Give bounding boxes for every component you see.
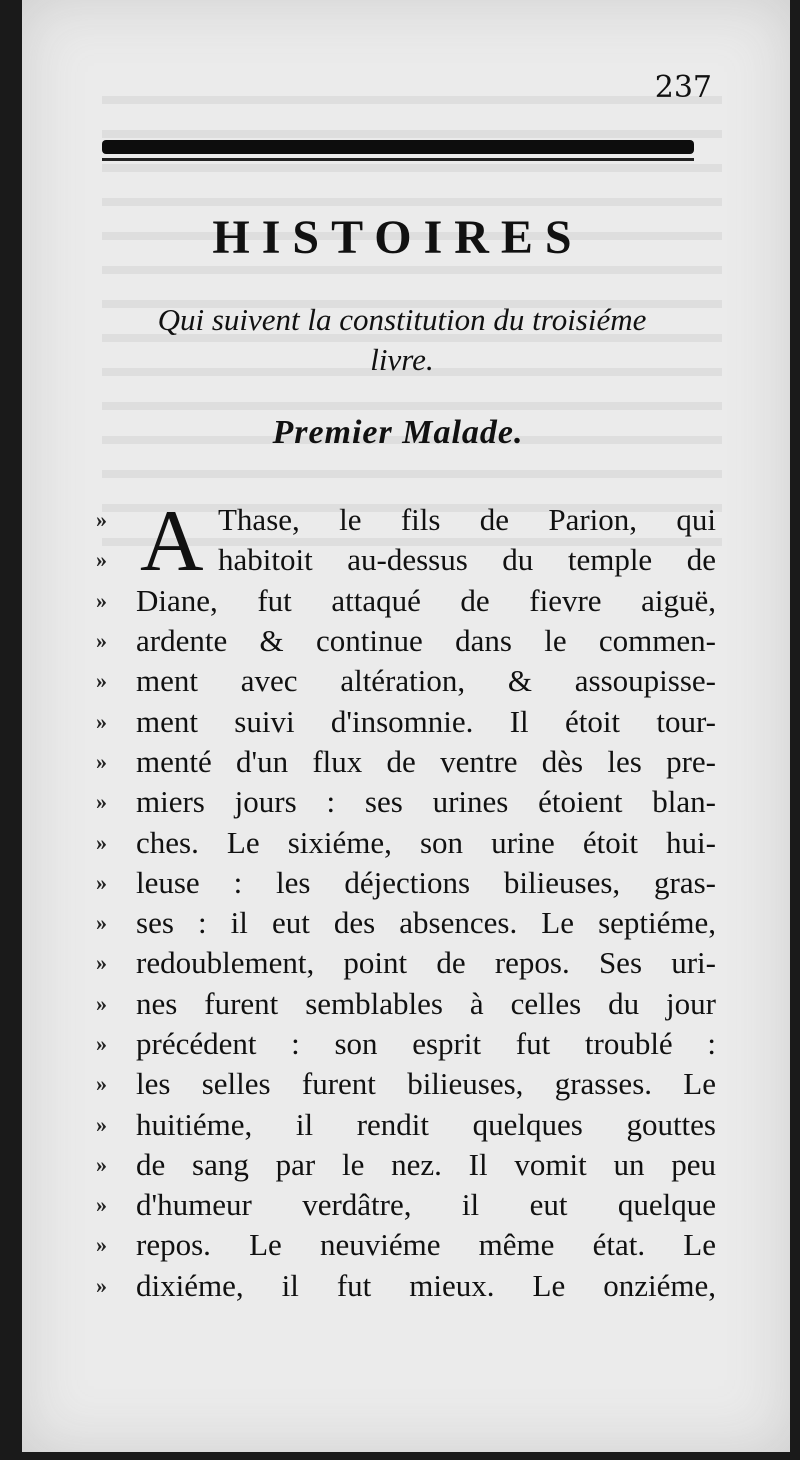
quote-mark: » [96, 507, 107, 533]
line-text: ment suivi d'insomnie. Il étoit tour- [136, 703, 716, 739]
line-text: de sang par le nez. Il vomit un peu [136, 1146, 716, 1182]
line-text: précédent : son esprit fut troublé : [136, 1026, 716, 1061]
line-text: ment avec altération, & assoupisse- [136, 663, 716, 699]
text-line [96, 903, 716, 943]
header-rule-thin [102, 158, 694, 161]
quote-mark: » [96, 668, 107, 694]
line-text: huitiéme, il rendit quelques gouttes [136, 1106, 716, 1142]
quote-mark: » [96, 1031, 107, 1056]
quote-mark: » [96, 708, 107, 734]
line-text: d'humeur verdâtre, il eut quelque [136, 1187, 716, 1223]
quote-mark: » [96, 547, 107, 573]
line-text: habitoit au-dessus du temple de [218, 542, 716, 578]
section-heading: Premier Malade. [272, 414, 524, 451]
line-text: dixiéme, il fut mieux. Le onziéme, [136, 1267, 716, 1303]
line-text: repos. Le neuviéme même état. Le [136, 1227, 716, 1263]
line-text: miers jours : ses urines étoient blan- [136, 784, 716, 820]
quote-mark: » [96, 628, 107, 654]
quote-mark: » [96, 1151, 107, 1177]
text-line [96, 701, 716, 741]
quote-mark: » [96, 1232, 107, 1258]
line-text: leuse : les déjections bilieuses, gras- [136, 864, 716, 900]
quote-mark: » [96, 748, 107, 774]
subtitle-line: Qui suivent la constitution du troisiéme [157, 302, 647, 337]
text-line [96, 943, 716, 983]
text-line [96, 621, 716, 661]
header-rule [102, 140, 694, 161]
subtitle-line: livre. [370, 342, 434, 377]
quote-mark: » [96, 950, 107, 976]
text-line [96, 1185, 716, 1225]
line-text: redoublement, point de repos. Ses uri- [136, 945, 716, 981]
quote-mark: » [96, 829, 107, 855]
quote-mark: » [96, 587, 107, 613]
page-number: 237 [654, 70, 712, 105]
line-text: nes furent semblables à celles du jour [136, 985, 716, 1021]
text-line [96, 742, 716, 782]
text-line [96, 1266, 716, 1306]
text-line [96, 984, 716, 1024]
quote-mark: » [96, 1192, 107, 1218]
line-text: ches. Le sixiéme, son urine étoit hui- [136, 824, 716, 860]
line-text: menté d'un flux de ventre dès les pre- [136, 743, 716, 779]
quote-mark: » [96, 869, 107, 895]
line-text: Diane, fut attaqué de fievre aiguë, [136, 582, 716, 618]
text-line [96, 863, 716, 903]
line-text: ardente & continue dans le commen- [136, 623, 716, 659]
header-rule-thick [102, 140, 694, 154]
text-line [96, 1225, 716, 1265]
text-line [96, 822, 716, 862]
line-text: ses : il eut des absences. Le septiéme, [136, 905, 716, 941]
text-line [96, 1064, 716, 1104]
quote-mark: » [96, 1272, 107, 1298]
body-text [96, 493, 716, 1306]
quote-mark: » [96, 1111, 107, 1137]
line-text: Thase, le fils de Parion, qui [218, 502, 716, 538]
chapter-subtitle [102, 300, 702, 380]
line-text: les selles furent bilieuses, grasses. Le [136, 1066, 716, 1102]
quote-mark: » [96, 789, 107, 815]
drop-cap: A [140, 493, 204, 590]
text-line [96, 1104, 716, 1144]
chapter-title: HISTOIRES [212, 211, 584, 264]
book-page [22, 0, 790, 1452]
quote-mark: » [96, 990, 107, 1016]
quote-mark: » [96, 910, 107, 936]
text-line [96, 1145, 716, 1185]
text-line [96, 782, 716, 822]
text-line [96, 1024, 716, 1064]
quote-mark: » [96, 1071, 107, 1097]
text-line [96, 661, 716, 701]
